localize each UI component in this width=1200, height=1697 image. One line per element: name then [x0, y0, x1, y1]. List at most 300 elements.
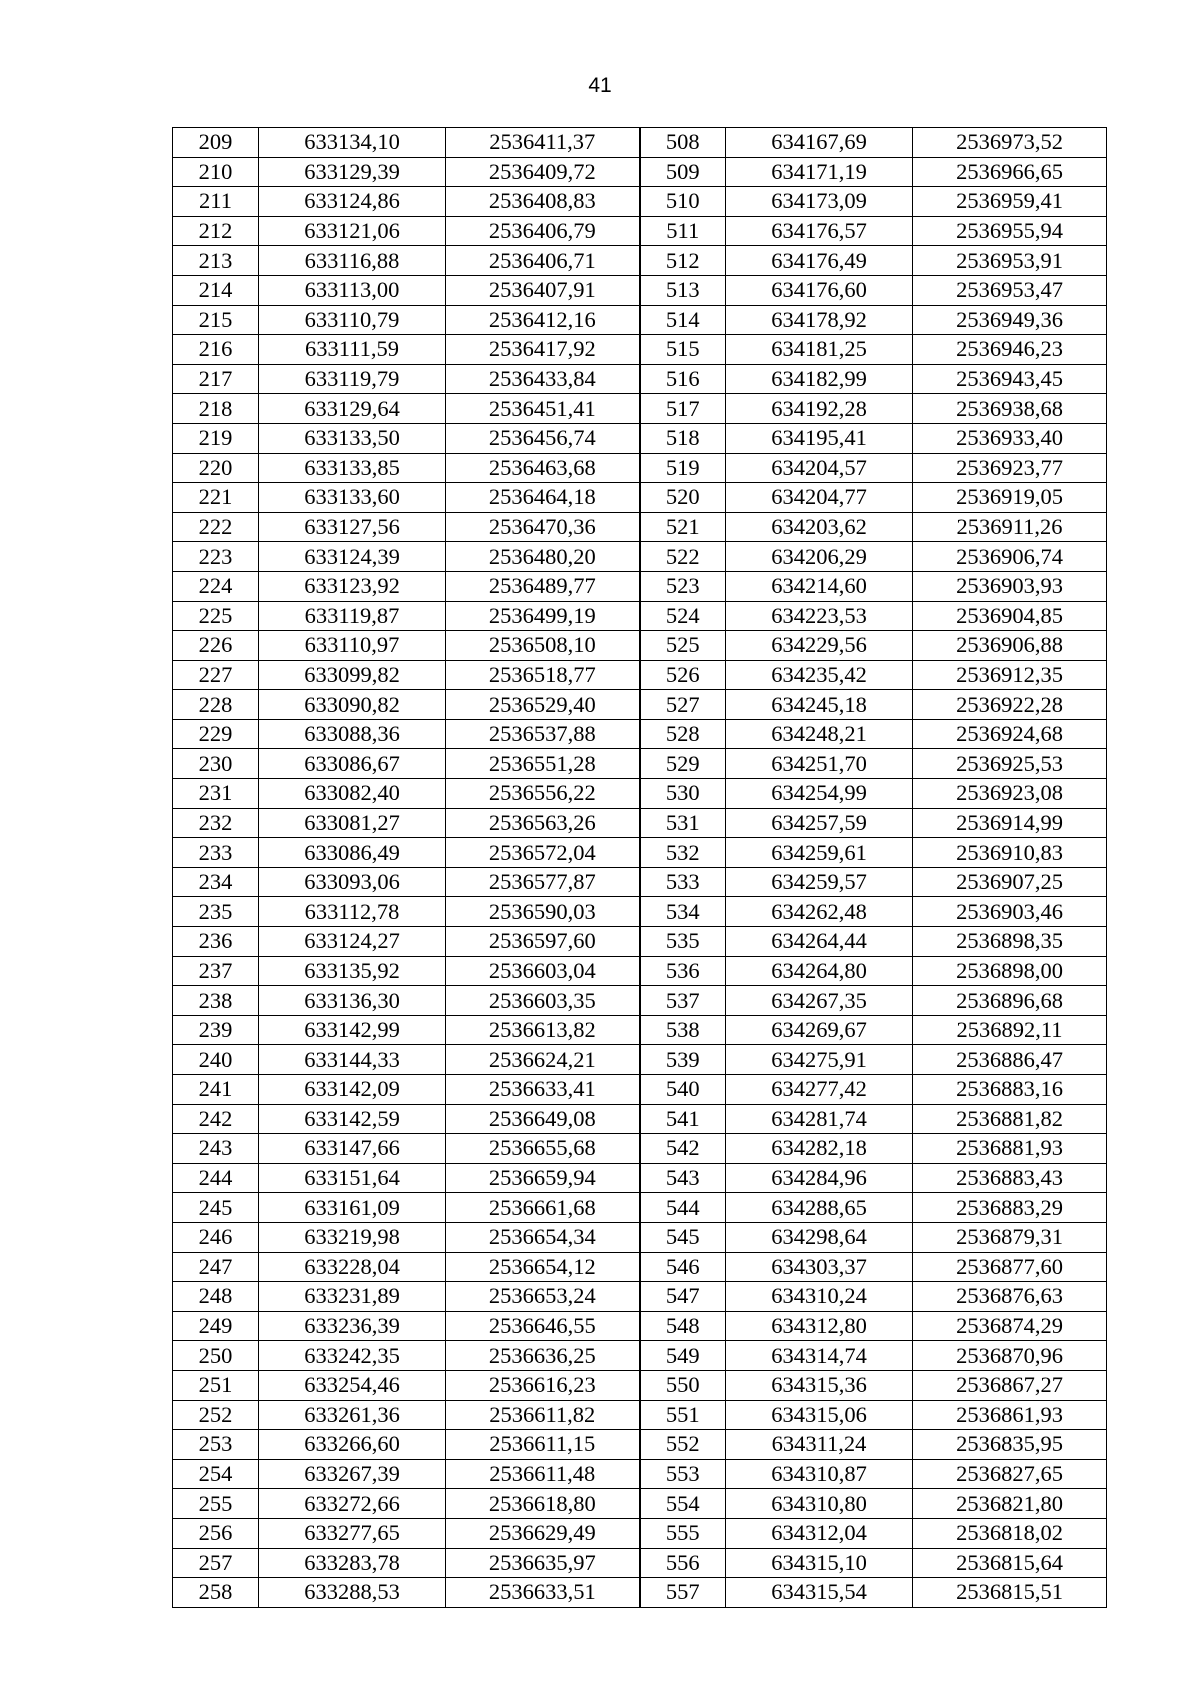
- table-row: [173, 1104, 1107, 1134]
- y-coordinate-cell: 2536499,19: [446, 601, 640, 631]
- point-number-cell: 538: [640, 1015, 726, 1045]
- x-coordinate-cell: 633142,59: [259, 1104, 446, 1134]
- y-coordinate-cell: 2536456,74: [446, 423, 640, 453]
- y-coordinate-cell: 2536959,41: [913, 187, 1107, 217]
- table-row: [173, 394, 1107, 424]
- y-coordinate-cell: 2536923,77: [913, 453, 1107, 483]
- y-coordinate-cell: 2536953,47: [913, 275, 1107, 305]
- x-coordinate-cell: 634284,96: [726, 1163, 913, 1193]
- x-coordinate-cell: 634277,42: [726, 1075, 913, 1105]
- x-coordinate-cell: 633228,04: [259, 1252, 446, 1282]
- y-coordinate-cell: 2536892,11: [913, 1015, 1107, 1045]
- y-coordinate-cell: 2536904,85: [913, 601, 1107, 631]
- x-coordinate-cell: 634176,49: [726, 246, 913, 276]
- y-coordinate-cell: 2536903,93: [913, 571, 1107, 601]
- x-coordinate-cell: 633134,10: [259, 128, 446, 158]
- x-coordinate-cell: 633129,39: [259, 157, 446, 187]
- point-number-cell: 221: [173, 483, 259, 513]
- point-number-cell: 222: [173, 512, 259, 542]
- point-number-cell: 210: [173, 157, 259, 187]
- x-coordinate-cell: 634195,41: [726, 423, 913, 453]
- x-coordinate-cell: 634181,25: [726, 335, 913, 365]
- point-number-cell: 511: [640, 216, 726, 246]
- y-coordinate-cell: 2536654,12: [446, 1252, 640, 1282]
- table-row: [173, 897, 1107, 927]
- x-coordinate-cell: 634206,29: [726, 542, 913, 572]
- y-coordinate-cell: 2536955,94: [913, 216, 1107, 246]
- point-number-cell: 557: [640, 1578, 726, 1608]
- point-number-cell: 236: [173, 927, 259, 957]
- x-coordinate-cell: 634264,80: [726, 956, 913, 986]
- table-row: [173, 631, 1107, 661]
- y-coordinate-cell: 2536470,36: [446, 512, 640, 542]
- point-number-cell: 254: [173, 1459, 259, 1489]
- table-row: [173, 986, 1107, 1016]
- y-coordinate-cell: 2536529,40: [446, 690, 640, 720]
- point-number-cell: 218: [173, 394, 259, 424]
- x-coordinate-cell: 633142,99: [259, 1015, 446, 1045]
- table-row: [173, 1578, 1107, 1608]
- point-number-cell: 257: [173, 1548, 259, 1578]
- point-number-cell: 519: [640, 453, 726, 483]
- y-coordinate-cell: 2536949,36: [913, 305, 1107, 335]
- point-number-cell: 232: [173, 808, 259, 838]
- point-number-cell: 541: [640, 1104, 726, 1134]
- table-row: [173, 1459, 1107, 1489]
- x-coordinate-cell: 633082,40: [259, 779, 446, 809]
- x-coordinate-cell: 634298,64: [726, 1222, 913, 1252]
- point-number-cell: 225: [173, 601, 259, 631]
- x-coordinate-cell: 634204,57: [726, 453, 913, 483]
- point-number-cell: 513: [640, 275, 726, 305]
- x-coordinate-cell: 633147,66: [259, 1134, 446, 1164]
- point-number-cell: 227: [173, 660, 259, 690]
- point-number-cell: 537: [640, 986, 726, 1016]
- x-coordinate-cell: 633151,64: [259, 1163, 446, 1193]
- x-coordinate-cell: 633242,35: [259, 1341, 446, 1371]
- y-coordinate-cell: 2536661,68: [446, 1193, 640, 1223]
- point-number-cell: 526: [640, 660, 726, 690]
- y-coordinate-cell: 2536636,25: [446, 1341, 640, 1371]
- point-number-cell: 220: [173, 453, 259, 483]
- y-coordinate-cell: 2536406,79: [446, 216, 640, 246]
- table-row: [173, 1282, 1107, 1312]
- point-number-cell: 546: [640, 1252, 726, 1282]
- x-coordinate-cell: 634254,99: [726, 779, 913, 809]
- x-coordinate-cell: 634288,65: [726, 1193, 913, 1223]
- x-coordinate-cell: 634310,24: [726, 1282, 913, 1312]
- point-number-cell: 542: [640, 1134, 726, 1164]
- point-number-cell: 525: [640, 631, 726, 661]
- x-coordinate-cell: 633124,86: [259, 187, 446, 217]
- x-coordinate-cell: 634223,53: [726, 601, 913, 631]
- x-coordinate-cell: 634262,48: [726, 897, 913, 927]
- x-coordinate-cell: 633142,09: [259, 1075, 446, 1105]
- x-coordinate-cell: 633119,79: [259, 364, 446, 394]
- y-coordinate-cell: 2536924,68: [913, 719, 1107, 749]
- table-row: [173, 571, 1107, 601]
- y-coordinate-cell: 2536943,45: [913, 364, 1107, 394]
- y-coordinate-cell: 2536408,83: [446, 187, 640, 217]
- y-coordinate-cell: 2536463,68: [446, 453, 640, 483]
- coordinates-table-body: [173, 128, 1107, 1608]
- y-coordinate-cell: 2536953,91: [913, 246, 1107, 276]
- x-coordinate-cell: 634235,42: [726, 660, 913, 690]
- x-coordinate-cell: 634312,80: [726, 1311, 913, 1341]
- x-coordinate-cell: 633129,64: [259, 394, 446, 424]
- y-coordinate-cell: 2536659,94: [446, 1163, 640, 1193]
- point-number-cell: 217: [173, 364, 259, 394]
- x-coordinate-cell: 633090,82: [259, 690, 446, 720]
- point-number-cell: 209: [173, 128, 259, 158]
- y-coordinate-cell: 2536489,77: [446, 571, 640, 601]
- y-coordinate-cell: 2536861,93: [913, 1400, 1107, 1430]
- point-number-cell: 252: [173, 1400, 259, 1430]
- x-coordinate-cell: 633267,39: [259, 1459, 446, 1489]
- point-number-cell: 219: [173, 423, 259, 453]
- point-number-cell: 524: [640, 601, 726, 631]
- x-coordinate-cell: 634257,59: [726, 808, 913, 838]
- point-number-cell: 554: [640, 1489, 726, 1519]
- x-coordinate-cell: 633086,67: [259, 749, 446, 779]
- point-number-cell: 515: [640, 335, 726, 365]
- table-row: [173, 1311, 1107, 1341]
- x-coordinate-cell: 633133,60: [259, 483, 446, 513]
- y-coordinate-cell: 2536922,28: [913, 690, 1107, 720]
- y-coordinate-cell: 2536886,47: [913, 1045, 1107, 1075]
- y-coordinate-cell: 2536649,08: [446, 1104, 640, 1134]
- y-coordinate-cell: 2536835,95: [913, 1430, 1107, 1460]
- point-number-cell: 213: [173, 246, 259, 276]
- y-coordinate-cell: 2536925,53: [913, 749, 1107, 779]
- y-coordinate-cell: 2536912,35: [913, 660, 1107, 690]
- x-coordinate-cell: 634245,18: [726, 690, 913, 720]
- x-coordinate-cell: 633272,66: [259, 1489, 446, 1519]
- x-coordinate-cell: 633110,97: [259, 631, 446, 661]
- x-coordinate-cell: 633123,92: [259, 571, 446, 601]
- point-number-cell: 235: [173, 897, 259, 927]
- point-number-cell: 517: [640, 394, 726, 424]
- x-coordinate-cell: 633124,39: [259, 542, 446, 572]
- x-coordinate-cell: 634311,24: [726, 1430, 913, 1460]
- table-row: [173, 660, 1107, 690]
- table-row: [173, 128, 1107, 158]
- table-row: [173, 1222, 1107, 1252]
- x-coordinate-cell: 633288,53: [259, 1578, 446, 1608]
- y-coordinate-cell: 2536910,83: [913, 838, 1107, 868]
- table-row: [173, 867, 1107, 897]
- y-coordinate-cell: 2536563,26: [446, 808, 640, 838]
- y-coordinate-cell: 2536613,82: [446, 1015, 640, 1045]
- y-coordinate-cell: 2536537,88: [446, 719, 640, 749]
- point-number-cell: 234: [173, 867, 259, 897]
- x-coordinate-cell: 633093,06: [259, 867, 446, 897]
- y-coordinate-cell: 2536876,63: [913, 1282, 1107, 1312]
- x-coordinate-cell: 634178,92: [726, 305, 913, 335]
- y-coordinate-cell: 2536938,68: [913, 394, 1107, 424]
- point-number-cell: 216: [173, 335, 259, 365]
- y-coordinate-cell: 2536551,28: [446, 749, 640, 779]
- y-coordinate-cell: 2536618,80: [446, 1489, 640, 1519]
- y-coordinate-cell: 2536946,23: [913, 335, 1107, 365]
- point-number-cell: 242: [173, 1104, 259, 1134]
- point-number-cell: 214: [173, 275, 259, 305]
- table-row: [173, 719, 1107, 749]
- table-row: [173, 601, 1107, 631]
- x-coordinate-cell: 634229,56: [726, 631, 913, 661]
- x-coordinate-cell: 634251,70: [726, 749, 913, 779]
- table-row: [173, 1430, 1107, 1460]
- table-row: [173, 1163, 1107, 1193]
- x-coordinate-cell: 634310,87: [726, 1459, 913, 1489]
- y-coordinate-cell: 2536827,65: [913, 1459, 1107, 1489]
- point-number-cell: 229: [173, 719, 259, 749]
- x-coordinate-cell: 633081,27: [259, 808, 446, 838]
- point-number-cell: 520: [640, 483, 726, 513]
- x-coordinate-cell: 634214,60: [726, 571, 913, 601]
- point-number-cell: 549: [640, 1341, 726, 1371]
- y-coordinate-cell: 2536611,15: [446, 1430, 640, 1460]
- y-coordinate-cell: 2536867,27: [913, 1370, 1107, 1400]
- point-number-cell: 508: [640, 128, 726, 158]
- y-coordinate-cell: 2536877,60: [913, 1252, 1107, 1282]
- y-coordinate-cell: 2536508,10: [446, 631, 640, 661]
- table-row: [173, 335, 1107, 365]
- x-coordinate-cell: 633086,49: [259, 838, 446, 868]
- point-number-cell: 548: [640, 1311, 726, 1341]
- y-coordinate-cell: 2536973,52: [913, 128, 1107, 158]
- y-coordinate-cell: 2536597,60: [446, 927, 640, 957]
- table-row: [173, 216, 1107, 246]
- table-row: [173, 1548, 1107, 1578]
- point-number-cell: 224: [173, 571, 259, 601]
- x-coordinate-cell: 633099,82: [259, 660, 446, 690]
- y-coordinate-cell: 2536898,35: [913, 927, 1107, 957]
- table-row: [173, 1134, 1107, 1164]
- y-coordinate-cell: 2536635,97: [446, 1548, 640, 1578]
- table-row: [173, 1489, 1107, 1519]
- y-coordinate-cell: 2536590,03: [446, 897, 640, 927]
- x-coordinate-cell: 634303,37: [726, 1252, 913, 1282]
- x-coordinate-cell: 634315,10: [726, 1548, 913, 1578]
- table-row: [173, 838, 1107, 868]
- point-number-cell: 551: [640, 1400, 726, 1430]
- y-coordinate-cell: 2536480,20: [446, 542, 640, 572]
- point-number-cell: 233: [173, 838, 259, 868]
- y-coordinate-cell: 2536914,99: [913, 808, 1107, 838]
- y-coordinate-cell: 2536874,29: [913, 1311, 1107, 1341]
- x-coordinate-cell: 633283,78: [259, 1548, 446, 1578]
- point-number-cell: 527: [640, 690, 726, 720]
- point-number-cell: 553: [640, 1459, 726, 1489]
- x-coordinate-cell: 634167,69: [726, 128, 913, 158]
- y-coordinate-cell: 2536903,46: [913, 897, 1107, 927]
- point-number-cell: 247: [173, 1252, 259, 1282]
- point-number-cell: 547: [640, 1282, 726, 1312]
- y-coordinate-cell: 2536881,93: [913, 1134, 1107, 1164]
- table-row: [173, 927, 1107, 957]
- table-row: [173, 779, 1107, 809]
- y-coordinate-cell: 2536409,72: [446, 157, 640, 187]
- x-coordinate-cell: 634281,74: [726, 1104, 913, 1134]
- x-coordinate-cell: 633121,06: [259, 216, 446, 246]
- x-coordinate-cell: 633127,56: [259, 512, 446, 542]
- y-coordinate-cell: 2536906,74: [913, 542, 1107, 572]
- y-coordinate-cell: 2536646,55: [446, 1311, 640, 1341]
- point-number-cell: 239: [173, 1015, 259, 1045]
- table-row: [173, 1370, 1107, 1400]
- x-coordinate-cell: 633219,98: [259, 1222, 446, 1252]
- x-coordinate-cell: 633254,46: [259, 1370, 446, 1400]
- x-coordinate-cell: 634176,60: [726, 275, 913, 305]
- x-coordinate-cell: 634315,06: [726, 1400, 913, 1430]
- y-coordinate-cell: 2536906,88: [913, 631, 1107, 661]
- y-coordinate-cell: 2536815,51: [913, 1578, 1107, 1608]
- y-coordinate-cell: 2536898,00: [913, 956, 1107, 986]
- table-row: [173, 483, 1107, 513]
- point-number-cell: 518: [640, 423, 726, 453]
- y-coordinate-cell: 2536603,04: [446, 956, 640, 986]
- x-coordinate-cell: 633144,33: [259, 1045, 446, 1075]
- x-coordinate-cell: 634259,57: [726, 867, 913, 897]
- x-coordinate-cell: 634310,80: [726, 1489, 913, 1519]
- y-coordinate-cell: 2536616,23: [446, 1370, 640, 1400]
- table-row: [173, 364, 1107, 394]
- x-coordinate-cell: 633161,09: [259, 1193, 446, 1223]
- y-coordinate-cell: 2536883,29: [913, 1193, 1107, 1223]
- x-coordinate-cell: 633136,30: [259, 986, 446, 1016]
- y-coordinate-cell: 2536654,34: [446, 1222, 640, 1252]
- x-coordinate-cell: 633110,79: [259, 305, 446, 335]
- x-coordinate-cell: 633236,39: [259, 1311, 446, 1341]
- page-number: 41: [588, 74, 612, 97]
- point-number-cell: 246: [173, 1222, 259, 1252]
- x-coordinate-cell: 634204,77: [726, 483, 913, 513]
- point-number-cell: 223: [173, 542, 259, 572]
- x-coordinate-cell: 633113,00: [259, 275, 446, 305]
- table-row: [173, 1193, 1107, 1223]
- point-number-cell: 555: [640, 1518, 726, 1548]
- x-coordinate-cell: 633231,89: [259, 1282, 446, 1312]
- x-coordinate-cell: 633116,88: [259, 246, 446, 276]
- x-coordinate-cell: 634267,35: [726, 986, 913, 1016]
- point-number-cell: 532: [640, 838, 726, 868]
- x-coordinate-cell: 634203,62: [726, 512, 913, 542]
- y-coordinate-cell: 2536556,22: [446, 779, 640, 809]
- point-number-cell: 516: [640, 364, 726, 394]
- table-row: [173, 1400, 1107, 1430]
- point-number-cell: 512: [640, 246, 726, 276]
- y-coordinate-cell: 2536966,65: [913, 157, 1107, 187]
- y-coordinate-cell: 2536603,35: [446, 986, 640, 1016]
- table-row: [173, 1341, 1107, 1371]
- point-number-cell: 215: [173, 305, 259, 335]
- point-number-cell: 256: [173, 1518, 259, 1548]
- table-row: [173, 542, 1107, 572]
- x-coordinate-cell: 633112,78: [259, 897, 446, 927]
- table-row: [173, 1075, 1107, 1105]
- x-coordinate-cell: 633266,60: [259, 1430, 446, 1460]
- x-coordinate-cell: 633261,36: [259, 1400, 446, 1430]
- y-coordinate-cell: 2536412,16: [446, 305, 640, 335]
- point-number-cell: 258: [173, 1578, 259, 1608]
- y-coordinate-cell: 2536879,31: [913, 1222, 1107, 1252]
- y-coordinate-cell: 2536611,48: [446, 1459, 640, 1489]
- point-number-cell: 529: [640, 749, 726, 779]
- y-coordinate-cell: 2536407,91: [446, 275, 640, 305]
- point-number-cell: 250: [173, 1341, 259, 1371]
- x-coordinate-cell: 634315,36: [726, 1370, 913, 1400]
- x-coordinate-cell: 633119,87: [259, 601, 446, 631]
- y-coordinate-cell: 2536919,05: [913, 483, 1107, 513]
- point-number-cell: 514: [640, 305, 726, 335]
- x-coordinate-cell: 634275,91: [726, 1045, 913, 1075]
- y-coordinate-cell: 2536911,26: [913, 512, 1107, 542]
- y-coordinate-cell: 2536821,80: [913, 1489, 1107, 1519]
- y-coordinate-cell: 2536611,82: [446, 1400, 640, 1430]
- y-coordinate-cell: 2536907,25: [913, 867, 1107, 897]
- point-number-cell: 528: [640, 719, 726, 749]
- table-row: [173, 1045, 1107, 1075]
- y-coordinate-cell: 2536572,04: [446, 838, 640, 868]
- point-number-cell: 238: [173, 986, 259, 1016]
- table-row: [173, 423, 1107, 453]
- point-number-cell: 522: [640, 542, 726, 572]
- point-number-cell: 556: [640, 1548, 726, 1578]
- y-coordinate-cell: 2536883,43: [913, 1163, 1107, 1193]
- table-row: [173, 157, 1107, 187]
- point-number-cell: 241: [173, 1075, 259, 1105]
- y-coordinate-cell: 2536518,77: [446, 660, 640, 690]
- y-coordinate-cell: 2536577,87: [446, 867, 640, 897]
- point-number-cell: 543: [640, 1163, 726, 1193]
- table-row: [173, 246, 1107, 276]
- x-coordinate-cell: 634182,99: [726, 364, 913, 394]
- x-coordinate-cell: 633135,92: [259, 956, 446, 986]
- point-number-cell: 244: [173, 1163, 259, 1193]
- x-coordinate-cell: 634269,67: [726, 1015, 913, 1045]
- point-number-cell: 550: [640, 1370, 726, 1400]
- x-coordinate-cell: 634248,21: [726, 719, 913, 749]
- x-coordinate-cell: 633133,85: [259, 453, 446, 483]
- point-number-cell: 231: [173, 779, 259, 809]
- y-coordinate-cell: 2536933,40: [913, 423, 1107, 453]
- point-number-cell: 248: [173, 1282, 259, 1312]
- point-number-cell: 240: [173, 1045, 259, 1075]
- y-coordinate-cell: 2536653,24: [446, 1282, 640, 1312]
- x-coordinate-cell: 633088,36: [259, 719, 446, 749]
- y-coordinate-cell: 2536815,64: [913, 1548, 1107, 1578]
- y-coordinate-cell: 2536417,92: [446, 335, 640, 365]
- x-coordinate-cell: 634173,09: [726, 187, 913, 217]
- table-row: [173, 808, 1107, 838]
- x-coordinate-cell: 634259,61: [726, 838, 913, 868]
- table-row: [173, 275, 1107, 305]
- x-coordinate-cell: 634282,18: [726, 1134, 913, 1164]
- point-number-cell: 545: [640, 1222, 726, 1252]
- point-number-cell: 255: [173, 1489, 259, 1519]
- point-number-cell: 523: [640, 571, 726, 601]
- table-row: [173, 690, 1107, 720]
- point-number-cell: 226: [173, 631, 259, 661]
- y-coordinate-cell: 2536433,84: [446, 364, 640, 394]
- point-number-cell: 509: [640, 157, 726, 187]
- y-coordinate-cell: 2536464,18: [446, 483, 640, 513]
- y-coordinate-cell: 2536624,21: [446, 1045, 640, 1075]
- y-coordinate-cell: 2536406,71: [446, 246, 640, 276]
- x-coordinate-cell: 634192,28: [726, 394, 913, 424]
- point-number-cell: 521: [640, 512, 726, 542]
